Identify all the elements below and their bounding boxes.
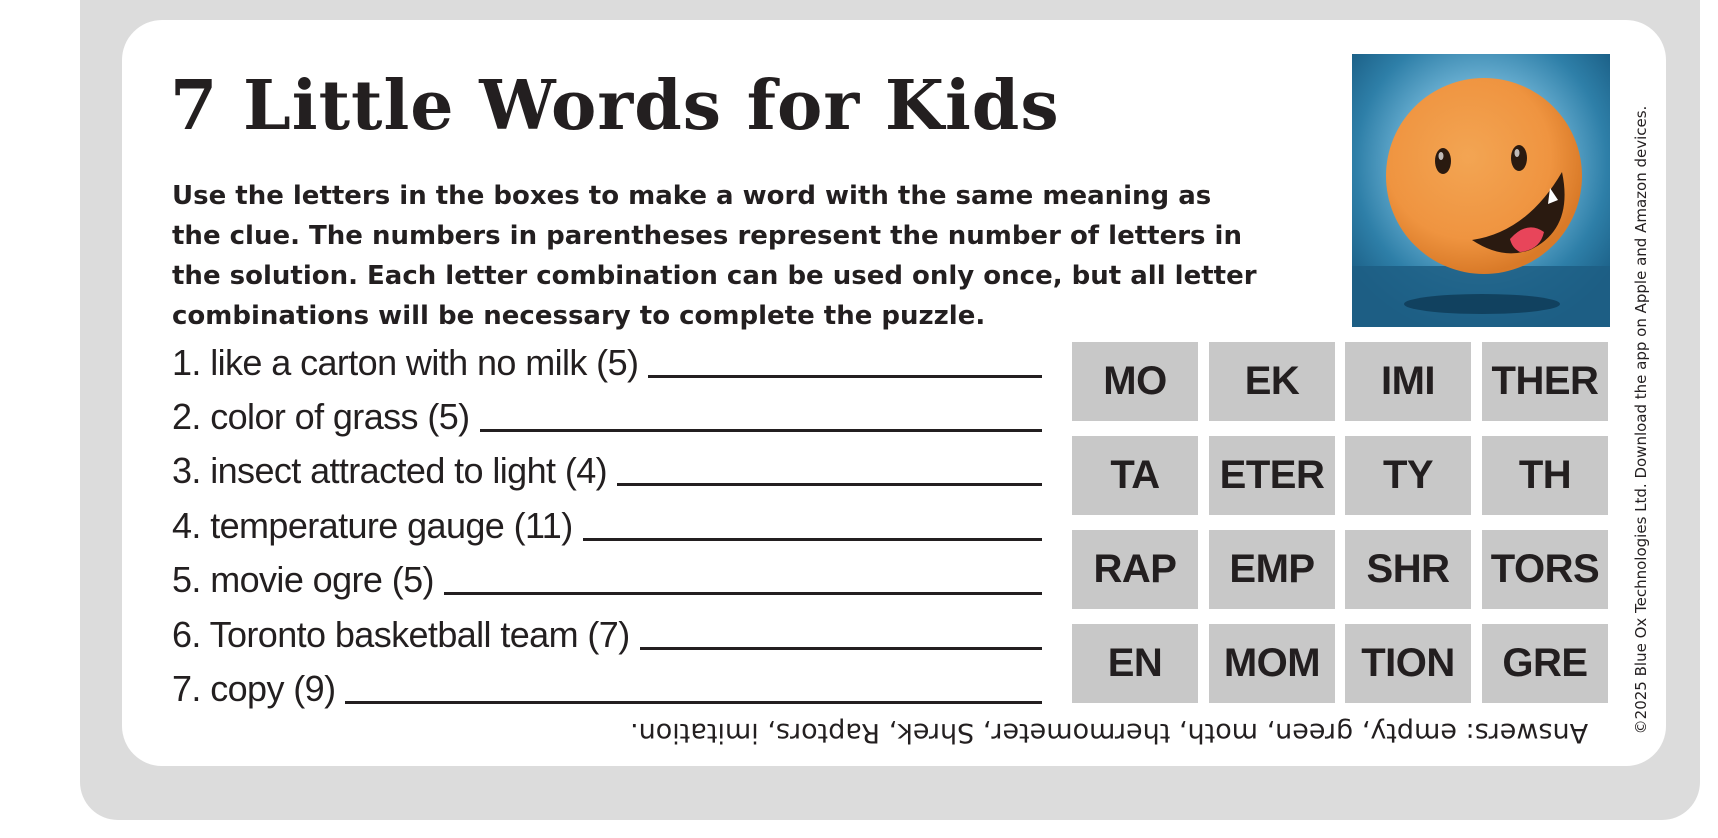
letter-tile[interactable]: IMI (1345, 342, 1471, 421)
clue-text: 1. like a carton with no milk (5) (172, 342, 639, 383)
clue-row (172, 336, 1042, 386)
answer-blank[interactable] (480, 429, 1042, 432)
answer-blank[interactable] (444, 592, 1042, 595)
letter-tile[interactable]: SHR (1345, 530, 1471, 609)
copyright-notice: ©2025 Blue Ox Technologies Ltd. Download the app on Apple and Amazon devices. (1632, 105, 1650, 735)
letter-tile[interactable]: TH (1482, 436, 1608, 515)
mascot-image (1352, 54, 1610, 327)
answer-blank[interactable] (345, 701, 1042, 704)
letter-tile[interactable]: EMP (1209, 530, 1335, 609)
clue-text: 7. copy (9) (172, 668, 336, 709)
clue-row (172, 444, 1042, 494)
letter-tile[interactable]: RAP (1072, 530, 1198, 609)
answer-blank[interactable] (648, 375, 1042, 378)
clue-text: 3. insect attracted to light (4) (172, 450, 608, 491)
clue-text: 5. movie ogre (5) (172, 559, 434, 600)
puzzle-title: 7 Little Words for Kids (170, 66, 1060, 146)
letter-tile[interactable]: EN (1072, 624, 1198, 703)
letter-tile[interactable]: GRE (1482, 624, 1608, 703)
letter-tile[interactable]: EK (1209, 342, 1335, 421)
letter-tile[interactable]: ETER (1209, 436, 1335, 515)
clue-row (172, 390, 1042, 440)
answer-blank[interactable] (617, 483, 1042, 486)
letter-tile[interactable]: TION (1345, 624, 1471, 703)
clue-row (172, 608, 1042, 658)
clue-row (172, 662, 1042, 712)
letter-tile[interactable]: TA (1072, 436, 1198, 515)
clue-row (172, 553, 1042, 603)
letter-tile[interactable]: MOM (1209, 624, 1335, 703)
clue-text: 2. color of grass (5) (172, 396, 470, 437)
clue-row (172, 499, 1042, 549)
letter-tile[interactable]: TY (1345, 436, 1471, 515)
instructions-text: Use the letters in the boxes to make a word with the same meaning as the clue. The numbers in parentheses represent the number of letters in the solution. Each letter combination can be used only once, but all letter combinations will be necessary to complete the puzzle. (172, 181, 1257, 331)
upside-down-answers: Answers: empty, green, moth, thermometer, Shrek, Raptors, imitation. (630, 717, 1589, 748)
letter-tile-grid (1072, 342, 1612, 704)
smiling-orange-ball-mascot-icon (1352, 54, 1610, 327)
answer-blank[interactable] (583, 538, 1042, 541)
letter-tile[interactable]: MO (1072, 342, 1198, 421)
clue-text: 4. temperature gauge (11) (172, 505, 573, 546)
answer-blank[interactable] (640, 647, 1042, 650)
clue-text: 6. Toronto basketball team (7) (172, 614, 630, 655)
letter-tile[interactable]: TORS (1482, 530, 1608, 609)
letter-tile[interactable]: THER (1482, 342, 1608, 421)
